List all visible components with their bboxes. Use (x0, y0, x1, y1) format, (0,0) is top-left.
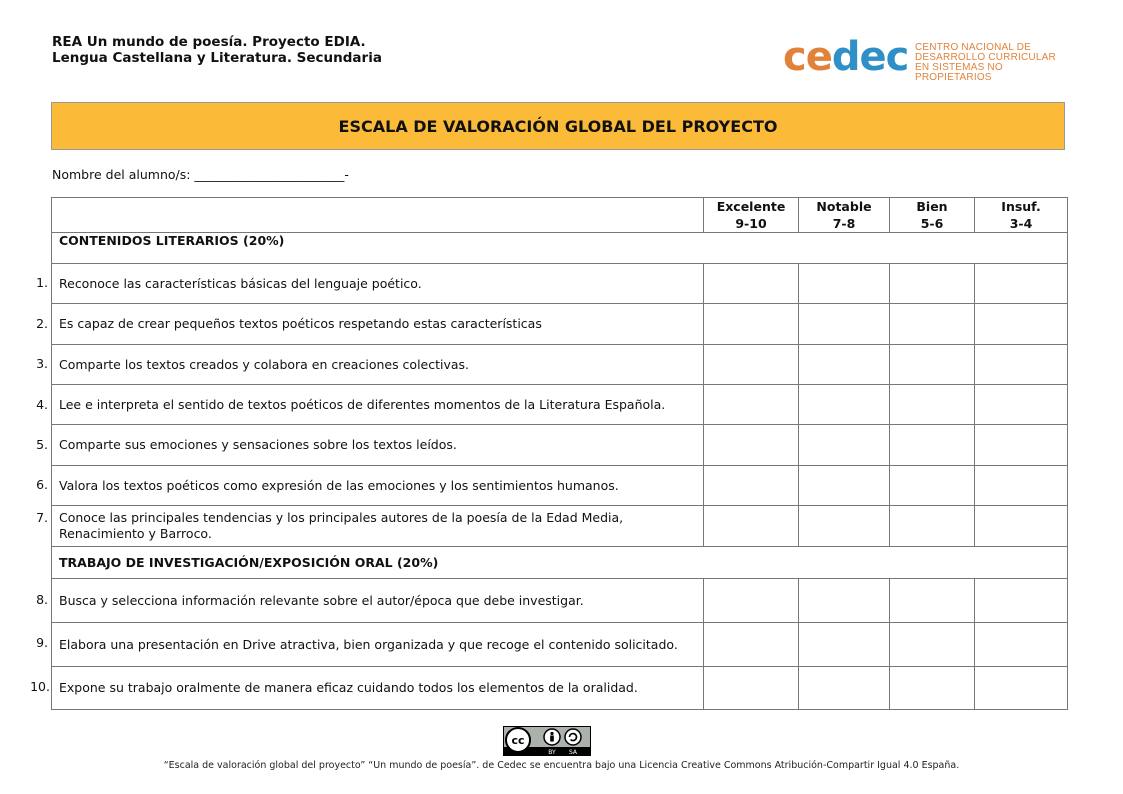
criterion-text: Conoce las principales tendencias y los principales autores de la poesía de la Edad Media, Renacimiento y Barroco. (52, 506, 704, 547)
header-line-2: Lengua Castellana y Literatura. Secundaria (52, 50, 382, 66)
header-bien: Bien 5-6 (890, 198, 975, 233)
criterion-text: Elabora una presentación en Drive atractiva, bien organizada y que recoge el contenido solicitado. (52, 623, 704, 667)
score-cell[interactable] (799, 345, 890, 385)
header-line-1: REA Un mundo de poesía. Proyecto EDIA. (52, 34, 366, 50)
header-insuf: Insuf. 3-4 (975, 198, 1068, 233)
score-cell[interactable] (890, 345, 975, 385)
score-cell[interactable] (704, 304, 799, 345)
sa-icon (565, 729, 581, 745)
score-cell[interactable] (890, 425, 975, 466)
section-title: CONTENIDOS LITERARIOS (20%) (52, 233, 1068, 264)
score-cell[interactable] (975, 345, 1068, 385)
score-cell[interactable] (799, 579, 890, 623)
criterion-text: Valora los textos poéticos como expresión de las emociones y los sentimientos humanos. (52, 466, 704, 506)
item-number: 9. (36, 635, 48, 650)
section-row (52, 547, 1068, 579)
score-cell[interactable] (890, 385, 975, 425)
item-number: 5. (36, 437, 48, 452)
table-header-row (52, 198, 1068, 233)
cedec-logo (783, 34, 1073, 83)
header-criteria (52, 198, 704, 233)
table-row (52, 667, 1068, 710)
item-number: 3. (36, 356, 48, 371)
item-number: 2. (36, 316, 48, 331)
criterion-text: Es capaz de crear pequeños textos poéticos respetando estas características (52, 304, 704, 345)
score-cell[interactable] (799, 466, 890, 506)
criterion-text: Lee e interpreta el sentido de textos poéticos de diferentes momentos de la Literatura Española. (52, 385, 704, 425)
by-icon-head (550, 732, 553, 735)
score-cell[interactable] (799, 385, 890, 425)
logo-subtitle-line: EN SISTEMAS NO PROPIETARIOS (915, 62, 1003, 83)
score-cell[interactable] (975, 264, 1068, 304)
license-footer: “Escala de valoración global del proyecto” “Un mundo de poesía”. de Cedec se encuentra bajo una Licencia Creative Commons Atribución-Compartir Igual 4.0 España. (163, 760, 960, 771)
item-number: 1. (36, 275, 48, 290)
item-number: 8. (36, 592, 48, 607)
score-cell[interactable] (704, 425, 799, 466)
score-cell[interactable] (704, 264, 799, 304)
table-row (52, 385, 1068, 425)
score-cell[interactable] (975, 466, 1068, 506)
score-cell[interactable] (799, 425, 890, 466)
score-cell[interactable] (890, 623, 975, 667)
section-title: TRABAJO DE INVESTIGACIÓN/EXPOSICIÓN ORAL (20%) (52, 547, 1068, 579)
logo-wordmark (783, 34, 908, 80)
logo-word-ce: ce (783, 34, 832, 80)
score-cell[interactable] (799, 264, 890, 304)
score-cell[interactable] (799, 667, 890, 710)
score-cell[interactable] (975, 304, 1068, 345)
criterion-text: Comparte sus emociones y sensaciones sobre los textos leídos. (52, 425, 704, 466)
table-row (52, 264, 1068, 304)
score-cell[interactable] (975, 623, 1068, 667)
header-notable: Notable 7-8 (799, 198, 890, 233)
score-cell[interactable] (799, 623, 890, 667)
table-row (52, 345, 1068, 385)
score-cell[interactable] (704, 579, 799, 623)
score-cell[interactable] (890, 264, 975, 304)
score-cell[interactable] (975, 506, 1068, 547)
student-name-line: Nombre del alumno/s: ________________________- (52, 167, 349, 182)
badge-sa-label: SA (568, 749, 578, 756)
page-title: ESCALA DE VALORACIÓN GLOBAL DEL PROYECTO (51, 102, 1065, 150)
logo-subtitle-line: CENTRO NACIONAL DE (915, 42, 1032, 53)
item-number: 10. (30, 679, 50, 694)
rubric-table (51, 197, 1068, 710)
score-cell[interactable] (704, 345, 799, 385)
header-excelente: Excelente 9-10 (704, 198, 799, 233)
table-row (52, 304, 1068, 345)
score-cell[interactable] (890, 304, 975, 345)
criterion-text: Busca y selecciona información relevante sobre el autor/época que debe investigar. (52, 579, 704, 623)
criterion-text: Expone su trabajo oralmente de manera eficaz cuidando todos los elementos de la oralidad. (52, 667, 704, 710)
score-cell[interactable] (704, 667, 799, 710)
score-cell[interactable] (890, 466, 975, 506)
score-cell[interactable] (975, 579, 1068, 623)
cc-by-sa-badge (503, 726, 591, 756)
logo-subtitle-line: DESARROLLO CURRICULAR (915, 52, 1056, 63)
criterion-text: Reconoce las características básicas del lenguaje poético. (52, 264, 704, 304)
score-cell[interactable] (704, 506, 799, 547)
by-icon-body (550, 736, 554, 742)
logo-word-dec: dec (831, 34, 909, 80)
score-cell[interactable] (890, 506, 975, 547)
table-row (52, 506, 1068, 547)
table-row (52, 579, 1068, 623)
score-cell[interactable] (704, 385, 799, 425)
table-row (52, 425, 1068, 466)
score-cell[interactable] (975, 385, 1068, 425)
section-row (52, 233, 1068, 264)
item-number: 4. (36, 397, 48, 412)
score-cell[interactable] (704, 623, 799, 667)
cc-icon-text: cc (511, 734, 525, 747)
score-cell[interactable] (799, 304, 890, 345)
item-number: 6. (36, 477, 48, 492)
logo-subtitle (915, 43, 1073, 83)
item-number: 7. (36, 510, 48, 525)
badge-by-label: BY (548, 749, 556, 756)
criterion-text: Comparte los textos creados y colabora en creaciones colectivas. (52, 345, 704, 385)
table-row (52, 466, 1068, 506)
score-cell[interactable] (890, 579, 975, 623)
score-cell[interactable] (704, 466, 799, 506)
score-cell[interactable] (975, 425, 1068, 466)
score-cell[interactable] (890, 667, 975, 710)
score-cell[interactable] (799, 506, 890, 547)
document-header (52, 34, 382, 66)
table-row (52, 623, 1068, 667)
score-cell[interactable] (975, 667, 1068, 710)
